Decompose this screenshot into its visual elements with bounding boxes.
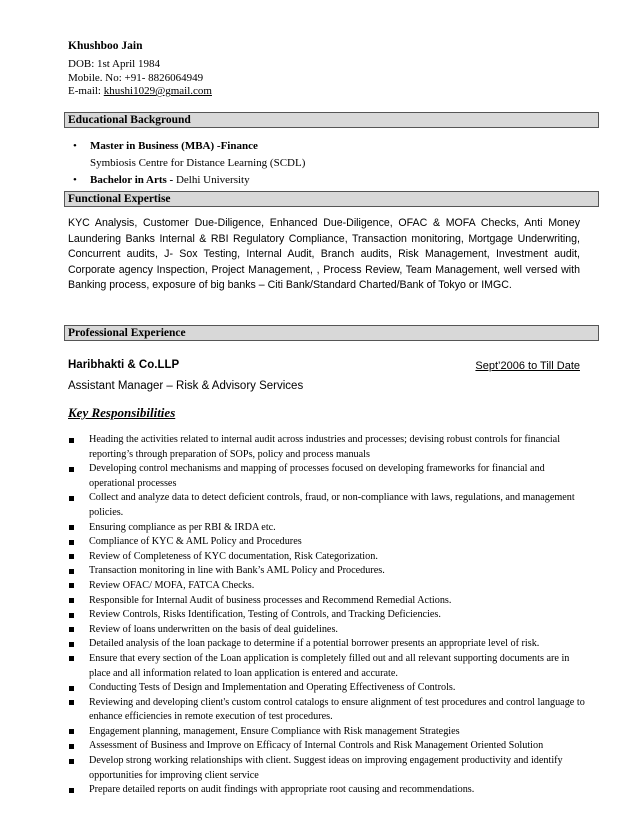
square-bullet-icon	[69, 627, 74, 632]
responsibility-item	[68, 564, 588, 579]
square-bullet-icon	[69, 438, 74, 443]
square-bullet-icon	[69, 613, 74, 618]
responsibility-item	[68, 783, 588, 798]
responsibility-text: Prepare detailed reports on audit findings with appropriate root causing and recommendations.	[89, 784, 475, 796]
responsibility-text: Engagement planning, management, Ensure Compliance with Risk management Strategies	[89, 725, 460, 737]
responsibility-item	[68, 739, 588, 754]
key-responsibilities-heading: Key Responsibilities	[68, 405, 176, 420]
square-bullet-icon	[69, 540, 74, 545]
responsibility-text: Ensure that every section of the Loan application is completely filled out and all relevant supporting documents are in place and all information related to loan application is entered and accurate.	[89, 652, 570, 679]
education-degree: Master in Business (MBA) -Finance	[90, 140, 258, 152]
responsibility-text: Review OFAC/ MOFA, FATCA Checks.	[89, 579, 255, 591]
responsibility-text: Responsible for Internal Audit of business processes and Recommend Remedial Actions.	[89, 594, 452, 606]
square-bullet-icon	[69, 788, 74, 793]
responsibility-text: Review Controls, Risks Identification, Testing of Controls, and Tracking Deficiencies.	[89, 609, 441, 621]
responsibility-text: Assessment of Business and Improve on Efficacy of Internal Controls and Risk Management Oriented Solution	[89, 740, 544, 752]
functional-expertise-text: KYC Analysis, Customer Due-Diligence, Enhanced Due-Diligence, OFAC & MOFA Checks, Anti Money Laundering Banks Internal & RBI Regulatory Compliance, Transaction monitoring, Mortgage Underwriting, Concurrent audits, J- Sox Testing, Internal Audit, Branch audits, Risk Management, Investment audit, Corporate agency Inspection, Project Management, , Process Review, Team Management, well versed with Banking process, exposure of big banks – Citi Bank/Standard Charted/Bank of Tokyo or IMGC.	[68, 217, 580, 291]
education-degree: Bachelor in Arts -	[90, 174, 176, 186]
responsibility-item	[68, 521, 588, 536]
responsibility-item	[68, 535, 588, 550]
responsibility-item	[68, 550, 588, 565]
responsibility-item	[68, 652, 588, 681]
education-institute: Symbiosis Centre for Distance Learning (SCDL)	[90, 157, 306, 169]
square-bullet-icon	[69, 598, 74, 603]
square-bullet-icon	[69, 569, 74, 574]
square-bullet-icon	[69, 656, 74, 661]
responsibility-item	[68, 637, 588, 652]
candidate-name: Khushboo Jain	[68, 40, 143, 52]
square-bullet-icon	[69, 525, 74, 530]
responsibility-item	[68, 491, 588, 520]
employment-dates: Sept’2006 to Till Date	[475, 360, 580, 372]
responsibility-item	[68, 681, 588, 696]
bullet-icon: •	[73, 140, 77, 152]
responsibility-item	[68, 623, 588, 638]
responsibility-text: Reviewing and developing client's custom control catalogs to ensure alignment of test procedures and control language to enhance efficiencies in remote execution of test procedures.	[89, 696, 585, 723]
responsibility-item	[68, 725, 588, 740]
email-label: E-mail:	[68, 85, 104, 98]
date-of-birth: DOB: 1st April 1984	[68, 58, 160, 70]
mobile-number: Mobile. No: +91- 8826064949	[68, 71, 204, 84]
bullet-icon: •	[73, 174, 77, 186]
square-bullet-icon	[69, 729, 74, 734]
education-item-mba	[73, 140, 258, 152]
company-name: Haribhakti & Co.LLP	[68, 359, 180, 371]
responsibility-item	[68, 696, 588, 725]
responsibility-text: Ensuring compliance as per RBI & IRDA etc.	[89, 521, 276, 533]
responsibility-text: Heading the activities related to internal audit across industries and processes; devising robust controls for financial reporting’s through preparation of SOPs, policy and process manuals	[89, 434, 561, 460]
responsibility-text: Conducting Tests of Design and Implementation and Operating Effectiveness of Controls.	[89, 682, 456, 694]
email-line	[68, 85, 212, 99]
square-bullet-icon	[69, 496, 74, 501]
responsibility-text: Review of loans underwritten on the basis of deal guidelines.	[89, 623, 338, 635]
square-bullet-icon	[69, 700, 74, 705]
square-bullet-icon	[69, 554, 74, 559]
responsibility-text: Transaction monitoring in line with Bank’s AML Policy and Procedures.	[89, 565, 385, 577]
responsibility-text: Collect and analyze data to detect deficient controls, fraud, or non-compliance with laws, regulations, and management policies.	[89, 492, 575, 518]
responsibility-item	[68, 608, 588, 623]
responsibility-text: Review of Completeness of KYC documentation, Risk Categorization.	[89, 550, 378, 562]
square-bullet-icon	[69, 642, 74, 647]
responsibility-text: Detailed analysis of the loan package to determine if a potential borrower presents an appropriate level of risk.	[89, 638, 540, 650]
section-educational-background: Educational Background	[64, 112, 599, 128]
job-role: Assistant Manager – Risk & Advisory Services	[68, 380, 304, 392]
square-bullet-icon	[69, 744, 74, 749]
section-professional-experience: Professional Experience	[64, 325, 599, 341]
square-bullet-icon	[69, 583, 74, 588]
responsibility-item	[68, 579, 588, 594]
responsibility-text: Developing control mechanisms and mapping of processes focused on developing frameworks for financial and operational processes	[89, 463, 545, 489]
square-bullet-icon	[69, 467, 74, 472]
email-link[interactable]: khushi1029@gmail.com	[103, 85, 212, 98]
square-bullet-icon	[69, 759, 74, 764]
education-item-ba	[73, 174, 250, 186]
responsibility-item	[68, 754, 588, 783]
responsibility-text: Compliance of KYC & AML Policy and Procedures	[89, 536, 302, 548]
square-bullet-icon	[69, 686, 74, 691]
education-university: Delhi University	[175, 174, 250, 186]
responsibilities-list	[68, 433, 588, 798]
responsibility-item	[68, 433, 588, 462]
responsibility-text: Develop strong working relationships with client. Suggest ideas on improving engagement productivity and identify opportunities for improving client service	[89, 755, 563, 781]
responsibility-item	[68, 462, 588, 491]
responsibility-item	[68, 594, 588, 609]
section-functional-expertise: Functional Expertise	[64, 191, 599, 207]
